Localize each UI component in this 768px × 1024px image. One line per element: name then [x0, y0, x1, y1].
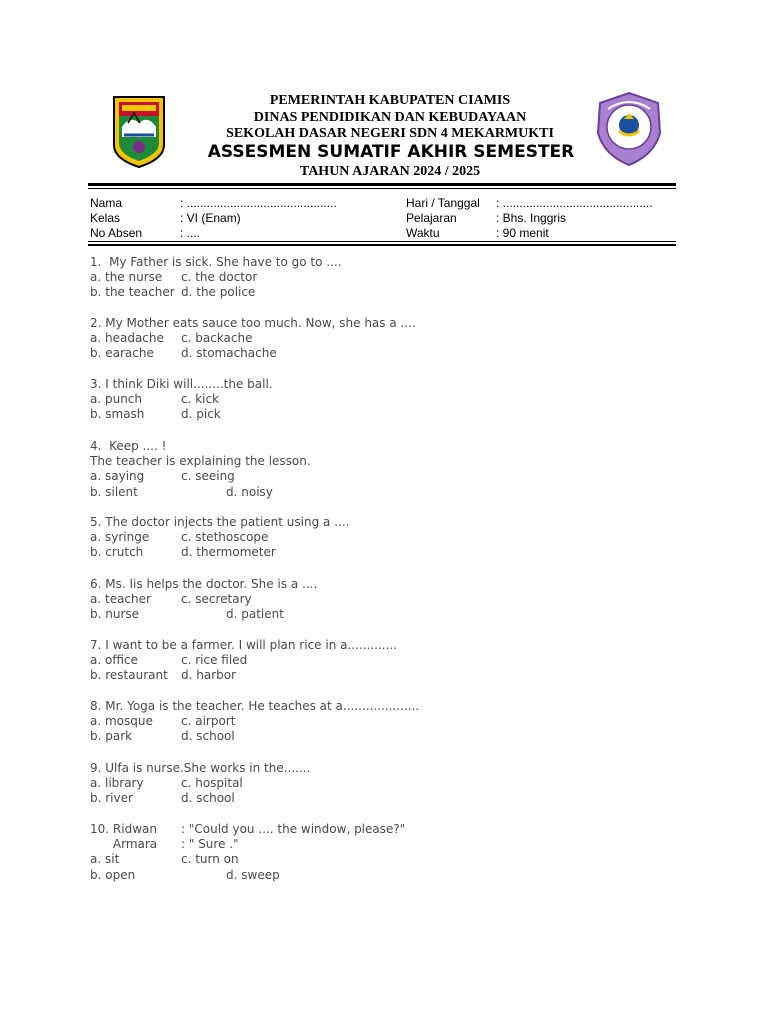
info-label: Kelas: [90, 211, 121, 225]
info-row-nama: [90, 196, 380, 211]
question-text: 1. My Father is sick. She have to go to ....: [90, 255, 342, 269]
question-text: 8. Mr. Yoga is the teacher. He teaches at a....................: [90, 699, 420, 713]
info-row-hari-tanggal: [406, 196, 676, 211]
student-info-right: [406, 196, 676, 241]
option-c: c. rice filed: [181, 653, 248, 668]
option-c: c. stethoscope: [181, 530, 269, 545]
question-text: 6. Ms. Iis helps the doctor. She is a ....: [90, 577, 318, 591]
question-7: [90, 638, 397, 684]
info-value: : Bhs. Inggris: [496, 211, 567, 225]
option-a: a. library: [90, 776, 144, 791]
question-speaker-2: Armara: [90, 837, 158, 852]
option-d: d. patient: [226, 607, 284, 622]
option-d: d. harbor: [181, 668, 237, 683]
info-value: : ....: [180, 226, 201, 240]
info-label: Pelajaran: [406, 211, 457, 225]
info-row-kelas: [90, 211, 380, 226]
question-text-2: The teacher is explaining the lesson.: [90, 454, 311, 469]
header-line-school: SEKOLAH DASAR NEGERI SDN 4 MEKARMUKTI: [226, 126, 554, 141]
option-c: c. the doctor: [181, 270, 258, 285]
question-text: 3. I think Diki will........the ball.: [90, 377, 273, 391]
option-b: b. the teacher: [90, 285, 175, 300]
info-divider-thick: [88, 244, 676, 246]
option-d: d. thermometer: [181, 545, 276, 560]
option-c: c. turn on: [181, 852, 239, 867]
option-a: a. office: [90, 653, 138, 668]
question-2: [90, 316, 416, 362]
question-3: [90, 377, 273, 423]
option-d: d. stomachache: [181, 346, 277, 361]
question-text: 7. I want to be a farmer. I will plan rice in a.............: [90, 638, 398, 652]
option-d: d. pick: [181, 407, 221, 422]
option-c: c. seeing: [181, 469, 235, 484]
option-a: a. sit: [90, 852, 120, 867]
option-b: b. park: [90, 729, 133, 744]
option-b: b. silent: [90, 484, 138, 499]
option-a: a. saying: [90, 469, 145, 484]
header-divider-thick: [88, 183, 676, 186]
option-a: a. mosque: [90, 714, 153, 729]
info-value: : 90 menit: [496, 226, 549, 240]
student-info-left: [90, 196, 380, 241]
question-speaker-1: 10. Ridwan: [90, 822, 157, 836]
info-label: Waktu: [406, 226, 440, 240]
header-line-government: PEMERINTAH KABUPATEN CIAMIS: [269, 93, 511, 108]
option-c: c. kick: [181, 392, 220, 407]
option-d: d. school: [181, 729, 235, 744]
option-b: b. restaurant: [90, 668, 168, 683]
option-b: b. open: [90, 867, 136, 882]
question-dialog-2: : " Sure .": [181, 837, 239, 852]
option-c: c. hospital: [181, 776, 243, 791]
info-value: : .............................................: [180, 196, 337, 210]
option-d: d. sweep: [226, 867, 280, 882]
option-b: b. river: [90, 791, 133, 806]
info-divider-thin: [88, 241, 676, 242]
ciamis-regency-emblem: [110, 93, 168, 169]
info-row-pelajaran: [406, 211, 676, 226]
question-text: 5. The doctor injects the patient using a ....: [90, 515, 350, 529]
question-text: 4. Keep .... !: [90, 439, 167, 453]
question-1: [90, 255, 342, 301]
sdn-4-mekarmukti-emblem: [594, 91, 664, 167]
option-c: c. airport: [181, 714, 236, 729]
info-row-waktu: [406, 226, 676, 241]
option-c: c. secretary: [181, 592, 252, 607]
question-dialog-1: : "Could you .... the window, please?": [181, 822, 406, 836]
info-value: : .............................................: [496, 196, 653, 210]
question-text: 9. Ulfa is nurse.She works in the.......: [90, 761, 311, 775]
question-8: [90, 699, 419, 745]
header-line-department: DINAS PENDIDIKAN DAN KEBUDAYAAN: [253, 110, 527, 125]
option-d: d. school: [181, 791, 235, 806]
option-b: b. earache: [90, 346, 154, 361]
option-b: b. crutch: [90, 545, 144, 560]
question-6: [90, 577, 317, 623]
option-a: a. teacher: [90, 592, 151, 607]
info-row-no-absen: [90, 226, 380, 241]
question-text: 2. My Mother eats sauce too much. Now, she has a ....: [90, 316, 416, 330]
info-value: : VI (Enam): [180, 211, 241, 225]
exam-title: ASSESMEN SUMATIF AKHIR SEMESTER: [207, 142, 575, 162]
info-label: No Absen: [90, 226, 143, 240]
question-10: [90, 822, 406, 883]
question-9: [90, 761, 310, 807]
info-label: Nama: [90, 196, 123, 210]
header-divider-thin: [88, 188, 676, 189]
academic-year: TAHUN AJARAN 2024 / 2025: [299, 164, 481, 179]
question-5: [90, 515, 349, 561]
option-b: b. nurse: [90, 607, 140, 622]
option-a: a. headache: [90, 331, 164, 346]
option-a: a. the nurse: [90, 270, 163, 285]
option-c: c. backache: [181, 331, 253, 346]
question-4: [90, 439, 311, 500]
option-b: b. smash: [90, 407, 145, 422]
option-a: a. punch: [90, 392, 143, 407]
info-label: Hari / Tanggal: [406, 196, 480, 210]
option-d: d. noisy: [226, 484, 273, 499]
option-d: d. the police: [181, 285, 256, 300]
option-a: a. syringe: [90, 530, 150, 545]
